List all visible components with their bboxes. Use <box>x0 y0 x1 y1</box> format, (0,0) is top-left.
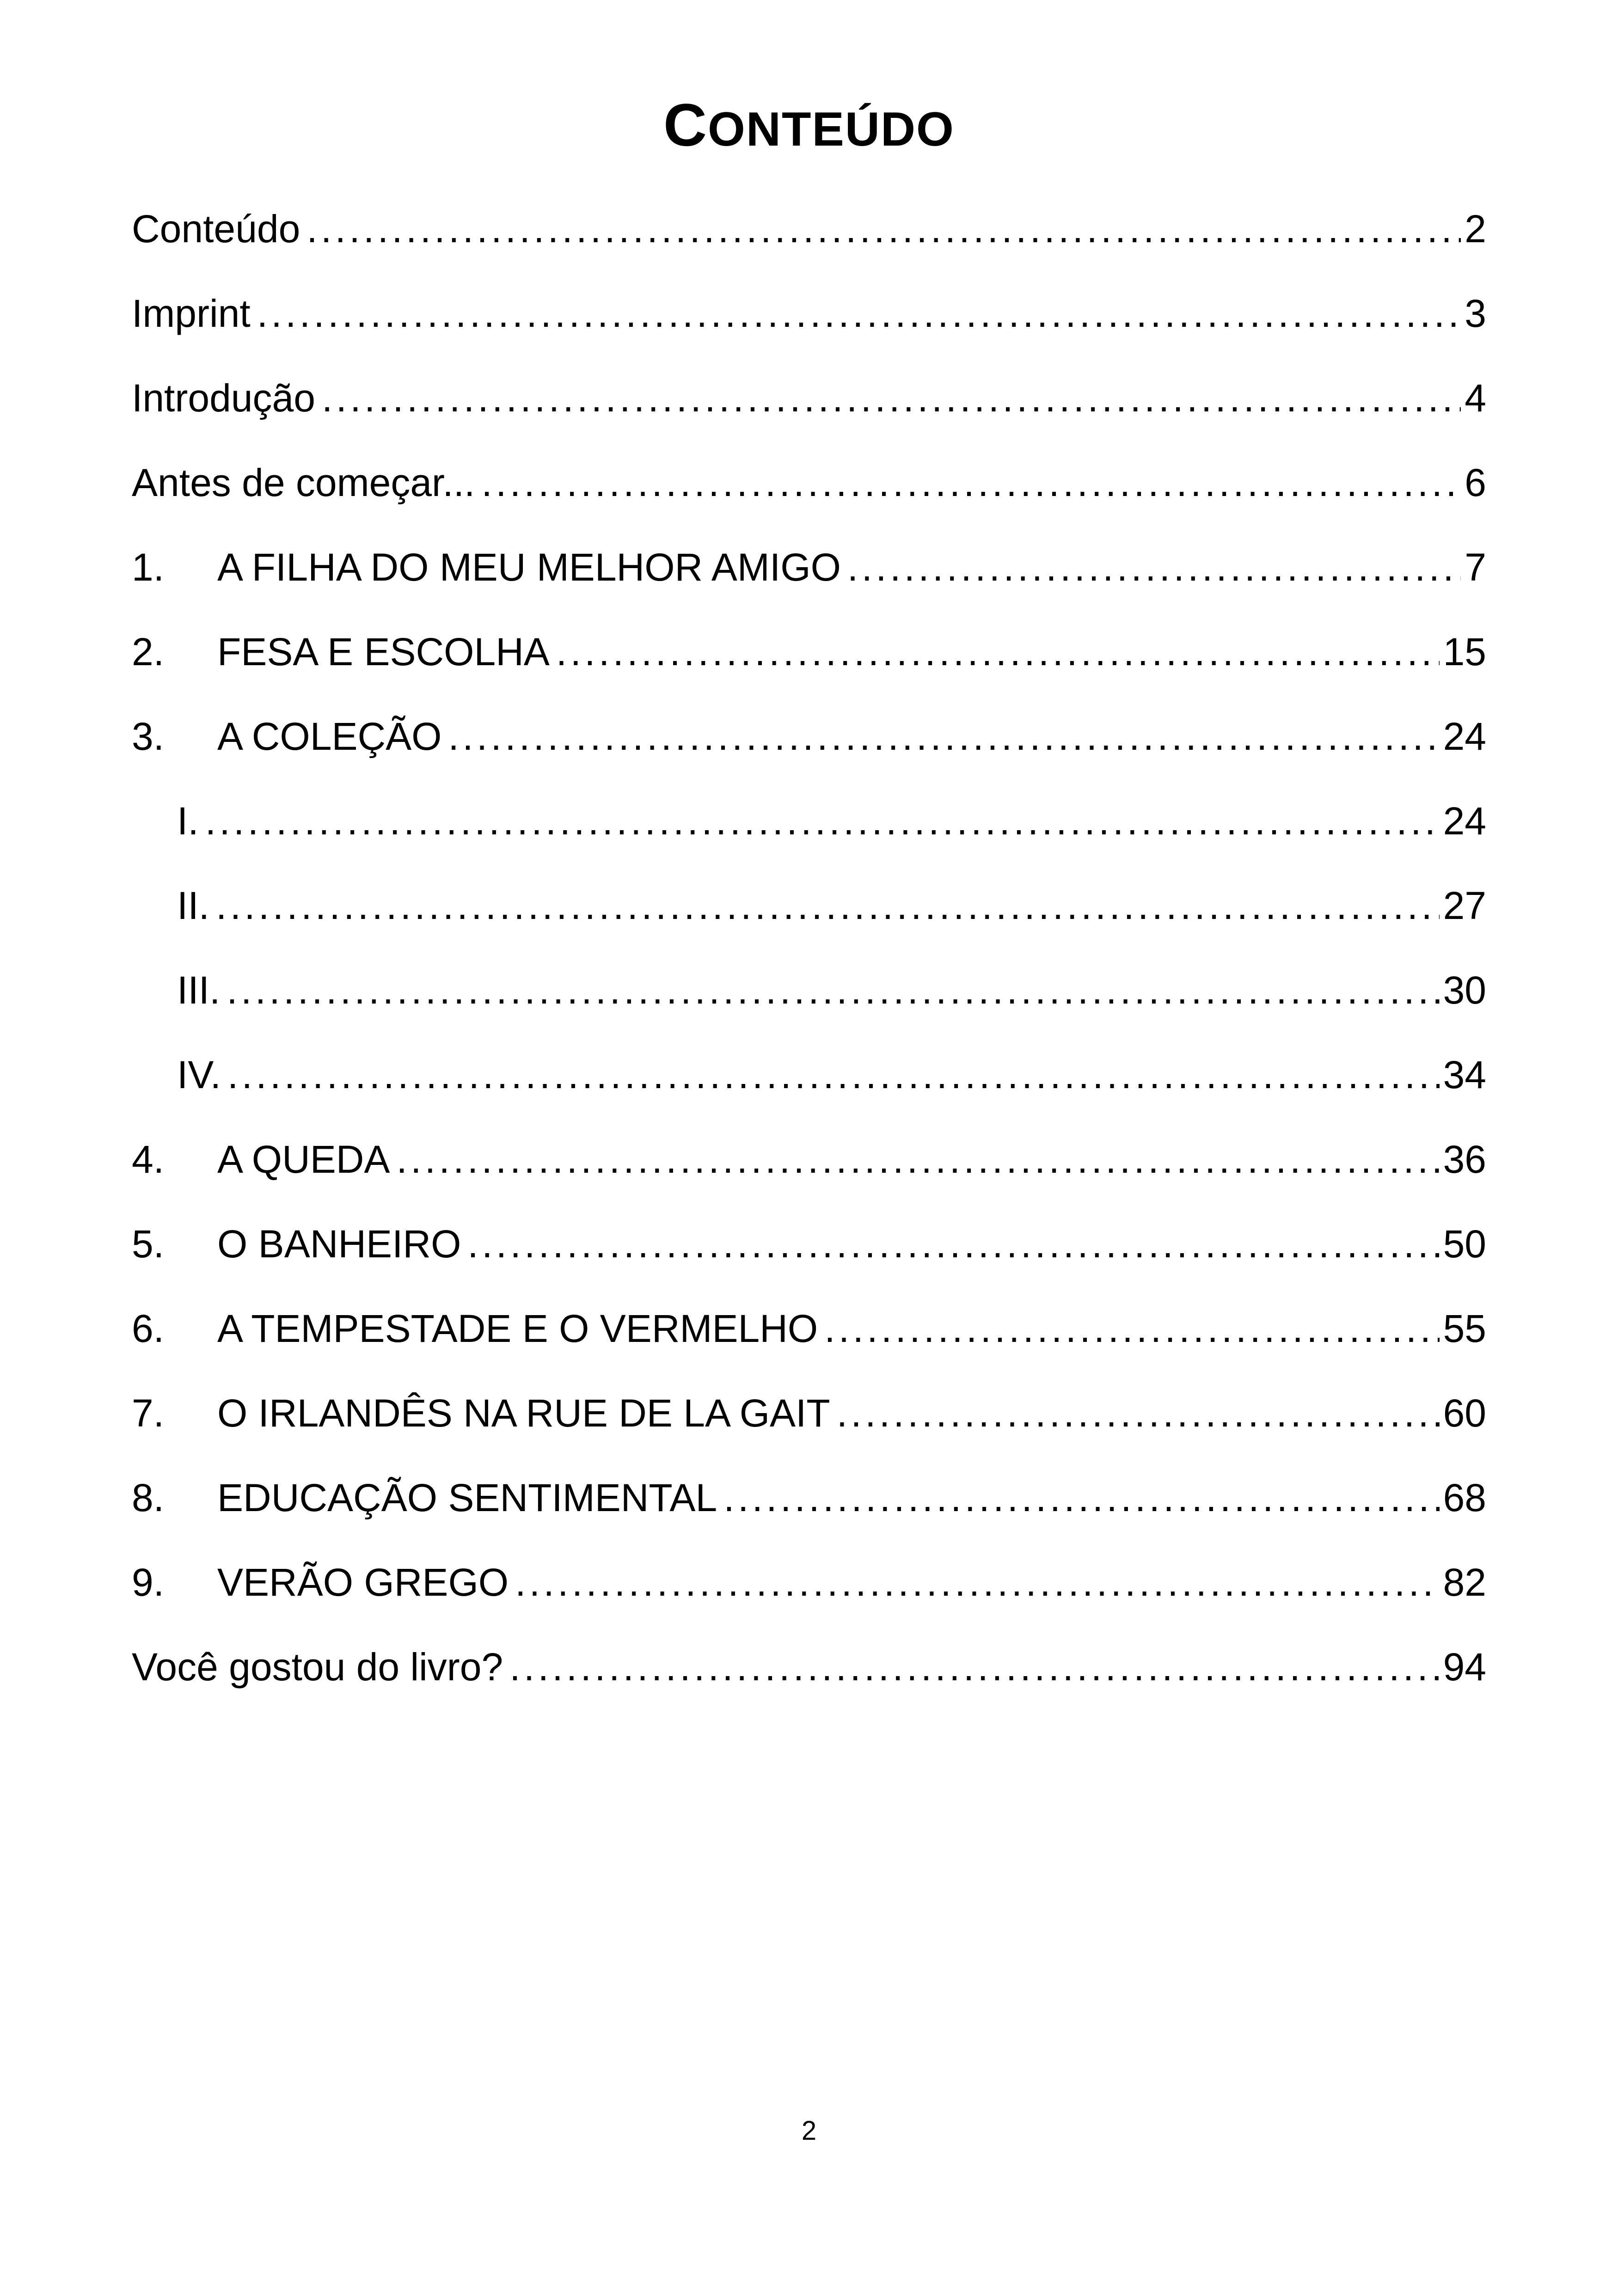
toc-entry[interactable] <box>132 450 1486 535</box>
toc-entry[interactable] <box>132 1127 1486 1212</box>
toc-dot-leader <box>322 366 1461 430</box>
toc-entry-page: 30 <box>1443 968 1486 1012</box>
toc-entry-page: 3 <box>1465 292 1486 335</box>
toc-entry[interactable] <box>132 196 1486 281</box>
toc-entry[interactable] <box>132 1042 1486 1127</box>
toc-dot-leader <box>481 450 1461 515</box>
toc-entry-page: 82 <box>1443 1561 1486 1604</box>
toc-entry-page: 50 <box>1443 1222 1486 1266</box>
toc-entry[interactable] <box>132 1381 1486 1465</box>
toc-entry-number: 2. <box>132 630 165 673</box>
toc-dot-leader <box>837 1381 1440 1445</box>
toc-entry-label: I. <box>177 799 199 843</box>
toc-entry-page: 36 <box>1443 1138 1486 1181</box>
toc-entry-number: 9. <box>132 1561 165 1604</box>
toc-entry[interactable] <box>132 789 1486 873</box>
toc-entry-number: 6. <box>132 1307 165 1350</box>
toc-entry-label: O BANHEIRO <box>217 1222 461 1266</box>
toc-entry-label: Você gostou do livro? <box>132 1645 503 1689</box>
toc-dot-leader <box>205 789 1440 853</box>
table-of-contents <box>132 196 1486 1719</box>
toc-entry-label: IV. <box>177 1053 221 1096</box>
toc-dot-leader <box>227 958 1439 1022</box>
toc-entry[interactable] <box>132 1635 1486 1719</box>
page-number: 2 <box>801 2116 817 2146</box>
toc-entry-page: 6 <box>1465 461 1486 504</box>
toc-entry-page: 7 <box>1465 545 1486 589</box>
toc-entry-page: 60 <box>1443 1391 1486 1435</box>
toc-entry-label: Conteúdo <box>132 207 300 251</box>
toc-entry-number: 8. <box>132 1476 165 1519</box>
toc-entry-page: 27 <box>1443 884 1486 927</box>
toc-entry-number: 7. <box>132 1391 165 1435</box>
toc-entry[interactable] <box>132 366 1486 450</box>
toc-dot-leader <box>227 1042 1440 1107</box>
title-initial: C <box>663 91 708 159</box>
toc-entry-label: A QUEDA <box>217 1138 390 1181</box>
toc-entry[interactable] <box>132 873 1486 958</box>
toc-entry-label: A COLEÇÃO <box>217 715 442 758</box>
toc-entry-label: II. <box>177 884 210 927</box>
toc-entry-number: 1. <box>132 545 165 589</box>
toc-entry-page: 94 <box>1443 1645 1486 1689</box>
toc-dot-leader <box>448 704 1440 769</box>
toc-entry[interactable] <box>132 1296 1486 1381</box>
toc-entry[interactable] <box>132 535 1486 619</box>
toc-dot-leader <box>396 1127 1439 1192</box>
toc-entry-label: III. <box>177 968 221 1012</box>
toc-entry-label: O IRLANDÊS NA RUE DE LA GAIT <box>217 1391 830 1435</box>
toc-entry-number: 4. <box>132 1138 165 1181</box>
title-rest: ONTEÚDO <box>707 103 955 156</box>
toc-dot-leader <box>847 535 1461 600</box>
toc-entry-label: VERÃO GREGO <box>217 1561 509 1604</box>
toc-entry-page: 24 <box>1443 715 1486 758</box>
toc-entry-label: EDUCAÇÃO SENTIMENTAL <box>217 1476 717 1519</box>
toc-entry-page: 24 <box>1443 799 1486 843</box>
toc-dot-leader <box>723 1465 1439 1530</box>
toc-entry-number: 3. <box>132 715 165 758</box>
toc-entry[interactable] <box>132 1465 1486 1550</box>
toc-entry-label: A TEMPESTADE E O VERMELHO <box>217 1307 818 1350</box>
toc-dot-leader <box>515 1550 1439 1615</box>
toc-entry[interactable] <box>132 958 1486 1042</box>
toc-entry[interactable] <box>132 1550 1486 1635</box>
toc-entry-label: Introdução <box>132 376 315 420</box>
toc-dot-leader <box>824 1296 1439 1361</box>
toc-entry-label: Antes de começar... <box>132 461 475 504</box>
page-title <box>0 88 1618 166</box>
toc-entry[interactable] <box>132 704 1486 789</box>
toc-entry[interactable] <box>132 281 1486 366</box>
toc-entry[interactable] <box>132 1212 1486 1296</box>
toc-dot-leader <box>556 619 1440 684</box>
toc-dot-leader <box>509 1635 1439 1699</box>
toc-entry[interactable] <box>132 619 1486 704</box>
toc-entry-page: 4 <box>1465 376 1486 420</box>
toc-dot-leader <box>216 873 1440 938</box>
toc-dot-leader <box>306 196 1461 261</box>
toc-entry-page: 2 <box>1465 207 1486 251</box>
toc-dot-leader <box>257 281 1461 346</box>
toc-entry-label: FESA E ESCOLHA <box>217 630 550 673</box>
toc-entry-label: A FILHA DO MEU MELHOR AMIGO <box>217 545 841 589</box>
toc-entry-label: Imprint <box>132 292 251 335</box>
toc-entry-page: 68 <box>1443 1476 1486 1519</box>
toc-entry-page: 34 <box>1443 1053 1486 1096</box>
toc-entry-number: 5. <box>132 1222 165 1266</box>
toc-dot-leader <box>467 1212 1439 1276</box>
toc-entry-page: 55 <box>1443 1307 1486 1350</box>
toc-entry-page: 15 <box>1443 630 1486 673</box>
